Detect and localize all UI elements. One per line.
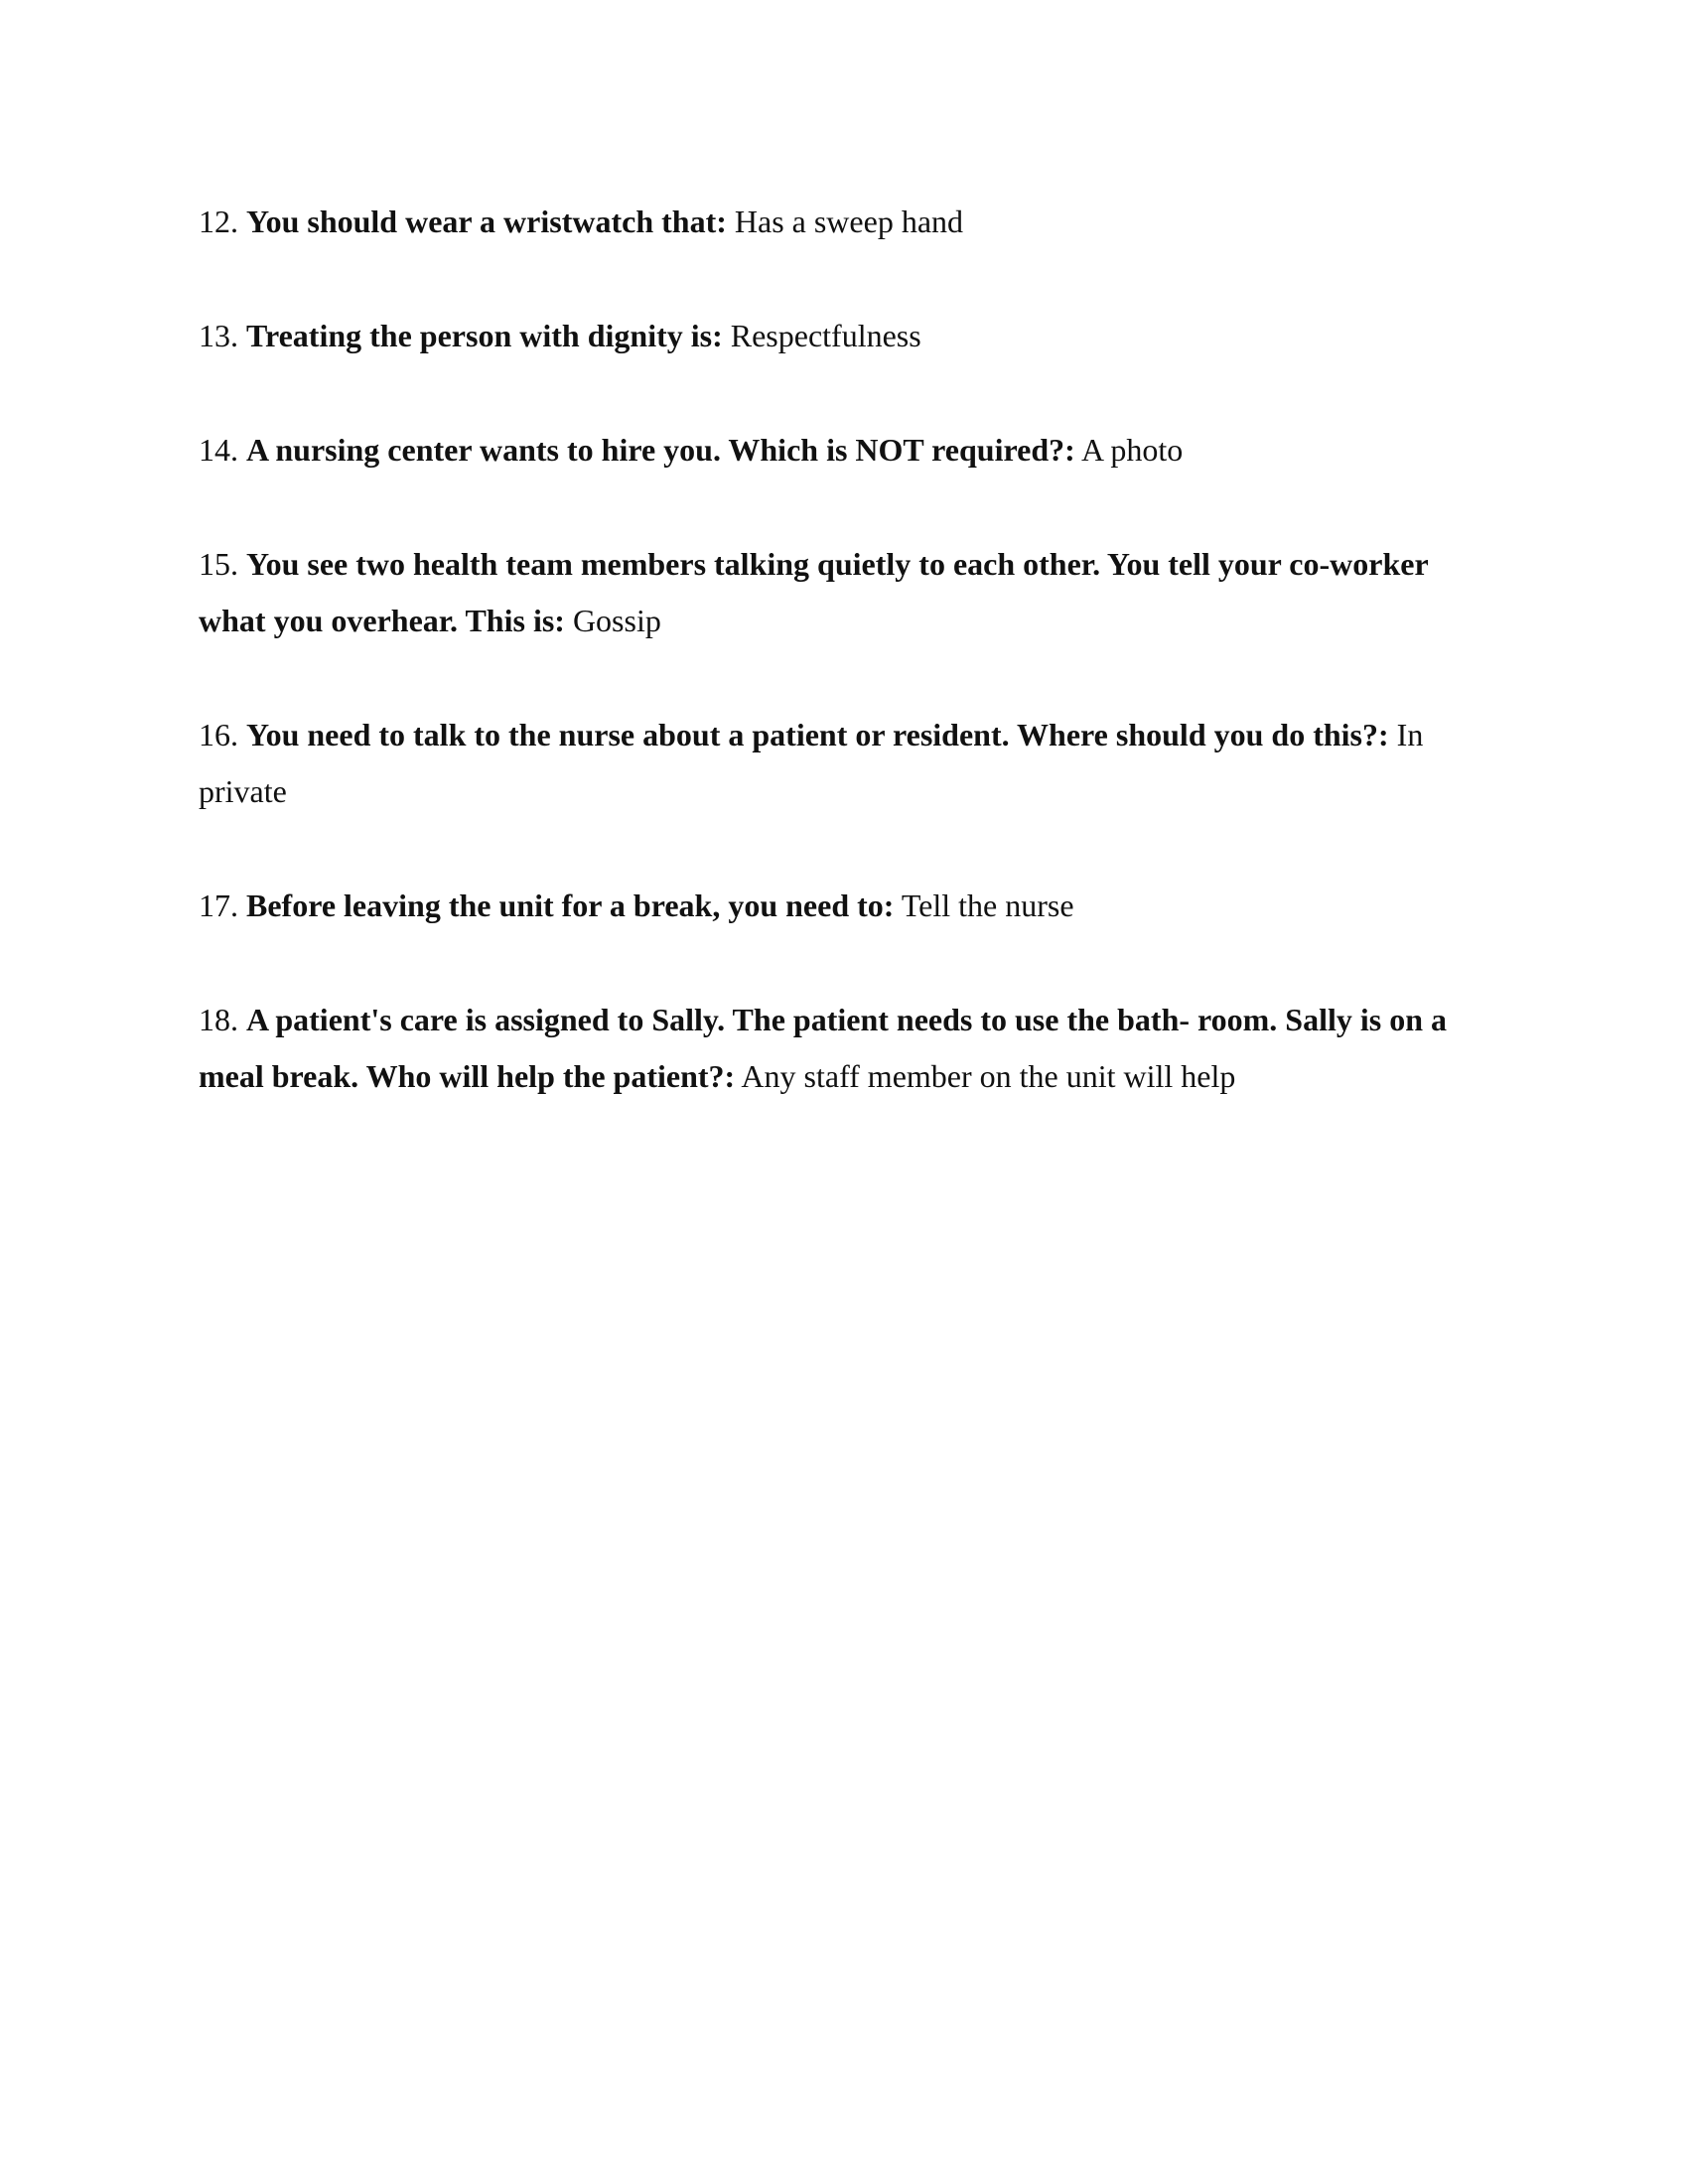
answer-text: Tell the nurse xyxy=(901,887,1074,923)
question-item-14 xyxy=(199,422,1499,478)
answer-text: Gossip xyxy=(572,603,661,638)
question-number: 14. xyxy=(199,432,238,468)
answer-text: Respectfulness xyxy=(730,318,921,353)
question-item-12 xyxy=(199,194,1499,250)
question-number: 16. xyxy=(199,717,238,752)
question-text: You should wear a wristwatch that: xyxy=(246,204,727,239)
answer-text: Has a sweep hand xyxy=(734,204,964,239)
question-number: 18. xyxy=(199,1002,238,1037)
question-number: 12. xyxy=(199,204,238,239)
question-item-15 xyxy=(199,536,1499,649)
question-list xyxy=(199,194,1499,1162)
question-number: 13. xyxy=(199,318,238,353)
question-text: You need to talk to the nurse about a patient or resident. Where should you do this?: xyxy=(246,717,1389,752)
answer-text: In private xyxy=(199,717,1424,809)
question-number: 17. xyxy=(199,887,238,923)
question-number: 15. xyxy=(199,546,238,582)
question-text: A patient's care is assigned to Sally. The patient needs to use the bath- room. Sally is on a meal break. Who will help the patient?: xyxy=(199,1002,1448,1094)
question-text: Before leaving the unit for a break, you need to: xyxy=(246,887,895,923)
question-text: You see two health team members talking quietly to each other. You tell your co-worker what you overhear. This is: xyxy=(199,546,1429,638)
question-item-17 xyxy=(199,878,1499,934)
question-text: A nursing center wants to hire you. Which is NOT required?: xyxy=(246,432,1075,468)
question-text: Treating the person with dignity is: xyxy=(246,318,723,353)
question-item-13 xyxy=(199,308,1499,364)
answer-text: Any staff member on the unit will help xyxy=(741,1058,1236,1094)
answer-text: A photo xyxy=(1081,432,1184,468)
question-item-18 xyxy=(199,992,1499,1105)
question-item-16 xyxy=(199,707,1499,820)
